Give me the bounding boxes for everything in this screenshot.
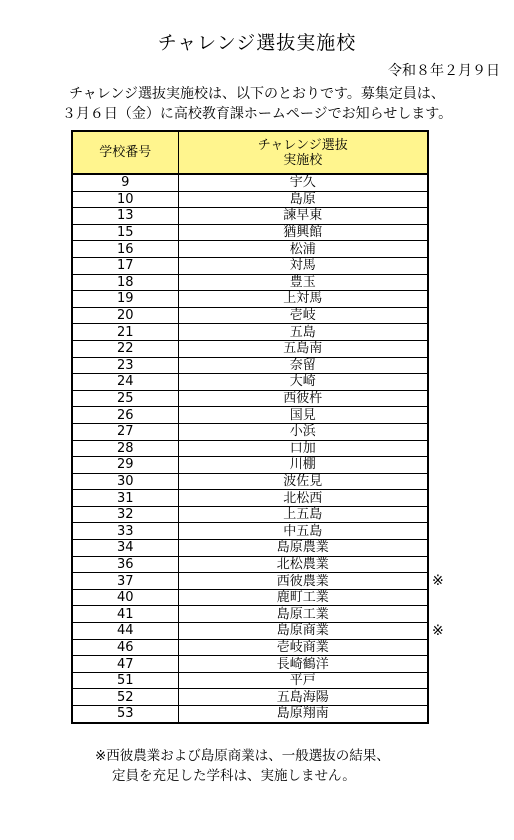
school-name-cell: 壱岐 [178, 307, 428, 324]
table-row [72, 407, 428, 424]
school-name-cell: 大崎 [178, 374, 428, 391]
issue-date: 令和８年２月９日 [388, 63, 500, 79]
school-name-cell: 奈留 [178, 357, 428, 374]
table-row [72, 291, 428, 308]
school-number-cell: 47 [72, 656, 178, 673]
school-number-cell: 17 [72, 257, 178, 274]
table-row [72, 556, 428, 573]
table-row [72, 307, 428, 324]
school-name-cell: 島原商業 [178, 623, 428, 640]
school-number-cell: 28 [72, 440, 178, 457]
table-row [72, 589, 428, 606]
table-row [72, 672, 428, 689]
school-name-cell: 島原翔南 [178, 706, 428, 723]
school-number-cell: 9 [72, 174, 178, 191]
footnote [95, 746, 390, 786]
school-number-cell: 23 [72, 357, 178, 374]
school-name-cell: 国見 [178, 407, 428, 424]
table-row [72, 208, 428, 225]
table-row [72, 324, 428, 341]
school-name-cell: 上五島 [178, 506, 428, 523]
school-number-cell: 18 [72, 274, 178, 291]
header-school-name-line2: 実施校 [283, 152, 323, 168]
school-name-cell: 五島 [178, 324, 428, 341]
intro-text [0, 84, 514, 124]
school-name-cell: 小浜 [178, 423, 428, 440]
intro-line-1: チャレンジ選抜実施校は、以下のとおりです。募集定員は、 [69, 86, 445, 102]
table-row [72, 523, 428, 540]
table-row [72, 390, 428, 407]
table-row [72, 490, 428, 507]
school-name-cell: 宇久 [178, 174, 428, 191]
note-mark: ※ [432, 573, 444, 590]
school-name-cell: 長崎鶴洋 [178, 656, 428, 673]
school-name-cell: 壱岐商業 [178, 639, 428, 656]
table-row [72, 274, 428, 291]
table-row [72, 241, 428, 258]
school-name-cell: 西彼農業 [178, 573, 428, 590]
table-row [72, 374, 428, 391]
table-row [72, 257, 428, 274]
school-number-cell: 29 [72, 457, 178, 474]
school-name-cell: 上対馬 [178, 291, 428, 308]
school-name-cell: 五島南 [178, 340, 428, 357]
table-row [72, 340, 428, 357]
header-school-number: 学校番号 [72, 131, 178, 174]
school-name-cell: 猶興館 [178, 224, 428, 241]
table-row [72, 174, 428, 191]
page-title: チャレンジ選抜実施校 [157, 32, 357, 54]
school-number-cell: 31 [72, 490, 178, 507]
school-number-cell: 34 [72, 540, 178, 557]
school-number-cell: 10 [72, 191, 178, 208]
school-number-cell: 19 [72, 291, 178, 308]
school-number-cell: 22 [72, 340, 178, 357]
table-row [72, 540, 428, 557]
school-number-cell: 32 [72, 506, 178, 523]
school-name-cell: 諫早東 [178, 208, 428, 225]
table-header-row [72, 131, 428, 174]
table-body [72, 174, 428, 723]
table-row [72, 573, 428, 590]
school-number-cell: 36 [72, 556, 178, 573]
table-row [72, 473, 428, 490]
school-number-cell: 24 [72, 374, 178, 391]
footnote-line-1: ※西彼農業および島原商業は、一般選抜の結果、 [95, 748, 390, 764]
school-name-cell: 鹿町工業 [178, 589, 428, 606]
school-number-cell: 53 [72, 706, 178, 723]
table-row [72, 656, 428, 673]
school-name-cell: 五島海陽 [178, 689, 428, 706]
table-row [72, 623, 428, 640]
school-number-cell: 13 [72, 208, 178, 225]
table-row [72, 689, 428, 706]
table-row [72, 606, 428, 623]
school-number-cell: 20 [72, 307, 178, 324]
school-name-cell: 対馬 [178, 257, 428, 274]
school-name-cell: 波佐見 [178, 473, 428, 490]
table-row [72, 506, 428, 523]
school-number-cell: 40 [72, 589, 178, 606]
school-number-cell: 46 [72, 639, 178, 656]
footnote-line-2: 定員を充足した学科は、実施しません。 [112, 768, 356, 784]
school-name-cell: 島原 [178, 191, 428, 208]
school-number-cell: 26 [72, 407, 178, 424]
school-name-cell: 北松西 [178, 490, 428, 507]
school-name-cell: 平戸 [178, 672, 428, 689]
school-number-cell: 41 [72, 606, 178, 623]
school-table [71, 130, 429, 724]
intro-line-2: ３月６日（金）に高校教育課ホームページでお知らせします。 [61, 106, 453, 122]
school-number-cell: 21 [72, 324, 178, 341]
table-row [72, 440, 428, 457]
school-number-cell: 52 [72, 689, 178, 706]
table-row [72, 639, 428, 656]
school-number-cell: 15 [72, 224, 178, 241]
school-name-cell: 口加 [178, 440, 428, 457]
school-number-cell: 51 [72, 672, 178, 689]
table-row [72, 457, 428, 474]
school-number-cell: 25 [72, 390, 178, 407]
school-number-cell: 37 [72, 573, 178, 590]
school-name-cell: 北松農業 [178, 556, 428, 573]
table-row [72, 224, 428, 241]
school-name-cell: 豊玉 [178, 274, 428, 291]
school-name-cell: 西彼杵 [178, 390, 428, 407]
header-school-name-line1: チャレンジ選抜 [257, 137, 348, 153]
school-number-cell: 27 [72, 423, 178, 440]
note-mark: ※ [432, 622, 444, 639]
school-name-cell: 川棚 [178, 457, 428, 474]
header-school-name [178, 131, 428, 174]
school-name-cell: 島原工業 [178, 606, 428, 623]
school-number-cell: 16 [72, 241, 178, 258]
school-name-cell: 松浦 [178, 241, 428, 258]
table-row [72, 706, 428, 723]
school-number-cell: 33 [72, 523, 178, 540]
school-name-cell: 中五島 [178, 523, 428, 540]
school-number-cell: 44 [72, 623, 178, 640]
table-row [72, 191, 428, 208]
table-row [72, 423, 428, 440]
school-name-cell: 島原農業 [178, 540, 428, 557]
table-row [72, 357, 428, 374]
school-number-cell: 30 [72, 473, 178, 490]
